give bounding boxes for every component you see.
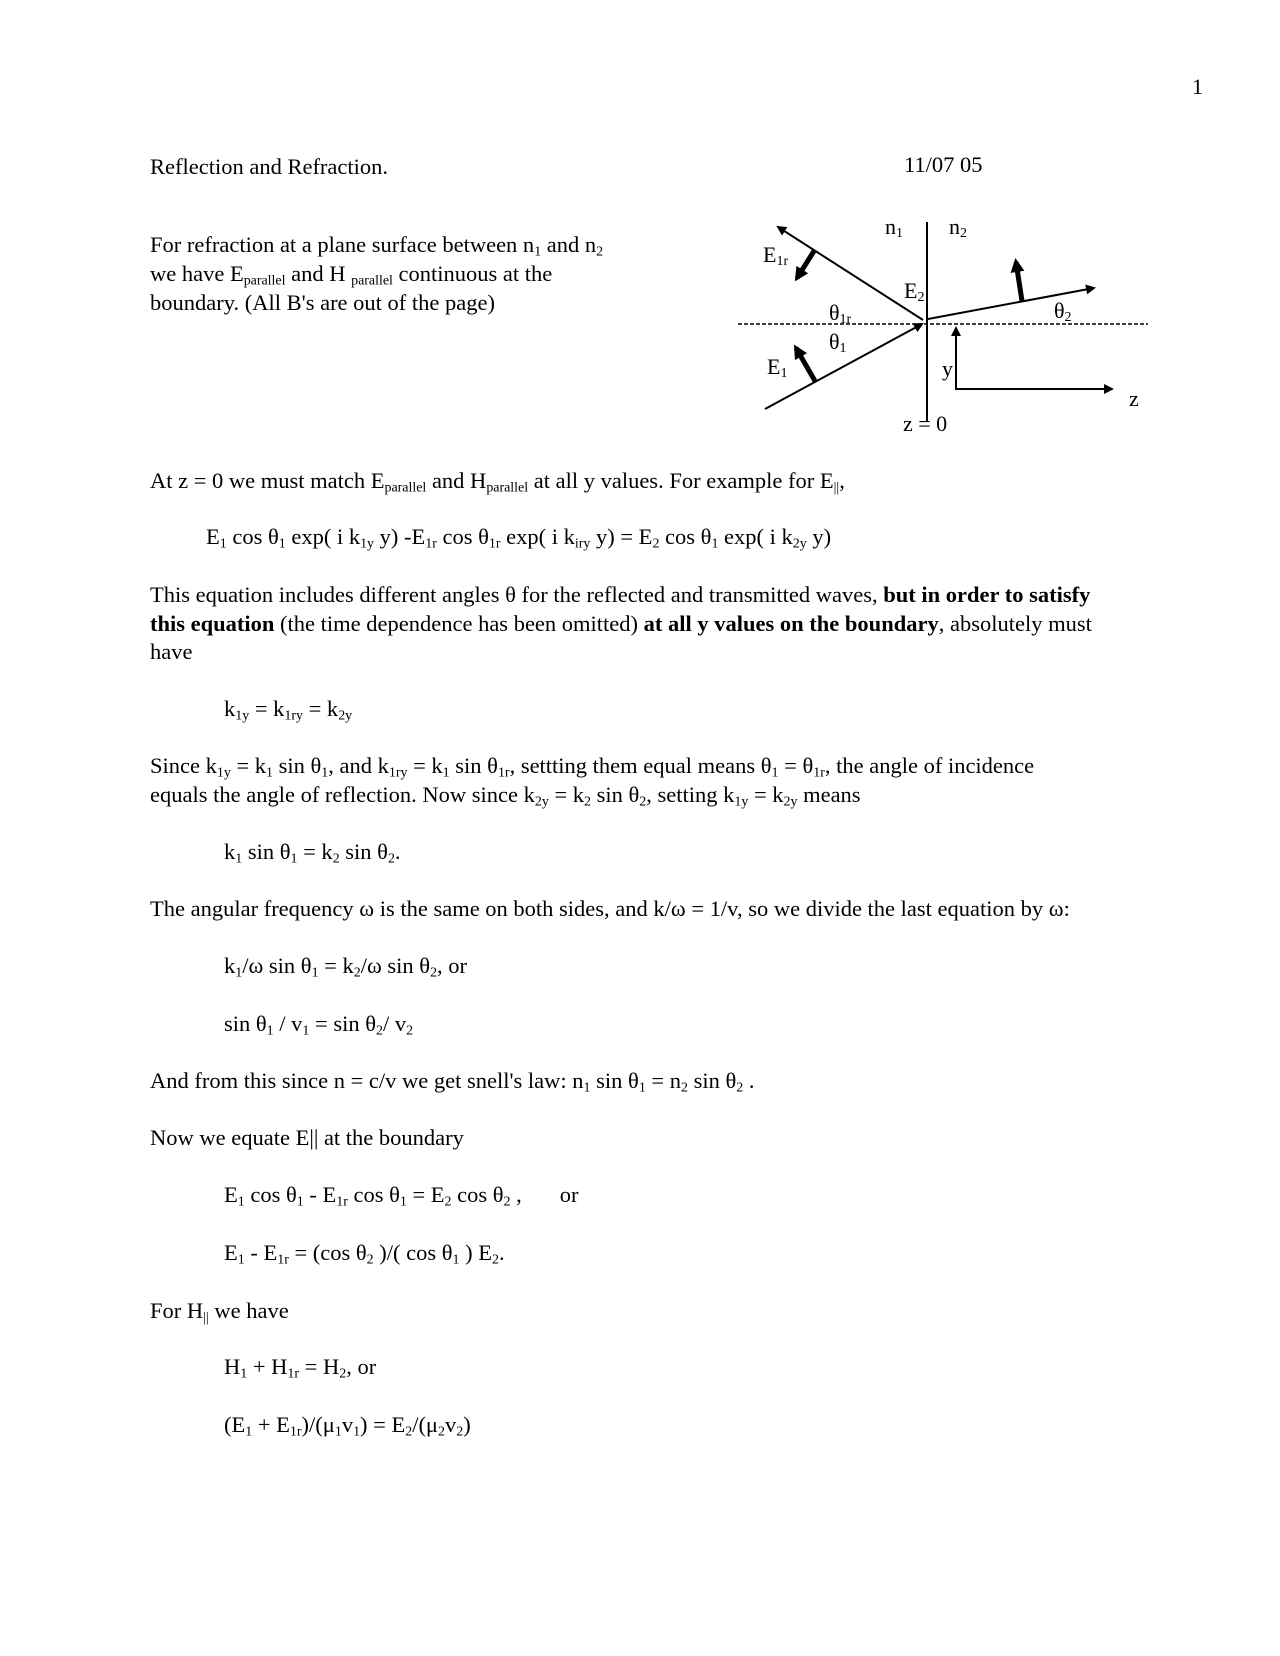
y-axis-label: y — [942, 356, 953, 381]
equation-e-parallel: $E_1$ $\cos \theta_1$ exp( i $k_{1y}$ y) $-E_{1r}$ $\cos \theta_{1r}$ exp( i $k_{iry}$ $y) = E_2$ $\cos \theta_1$ exp( i $k_{2y}$ y) — [206, 524, 832, 552]
angles-line-3: have — [150, 639, 193, 664]
page-number: 1 — [1192, 74, 1203, 99]
e1-label: E1 — [767, 354, 788, 381]
e1r-vector — [797, 251, 814, 278]
angular-frequency-statement: The angular frequency ω is the same on both sides, and k/ω = 1/v, so we divide the last equation by ω: — [150, 896, 1070, 921]
equation-k-equal: $k_{1y} = k_{1ry} = k_{2y}$ — [224, 696, 353, 724]
document-title: Reflection and Refraction. — [150, 154, 389, 179]
since-line-1: Since $k_{1y} = k_1$ $\sin \theta_1$, and $k_{1ry} = k_1$ $\sin \theta_{1r}$, settting them equal means $\theta_1 = \theta_{1r}$, the angle of incidence — [150, 753, 1035, 781]
boundary-label: z = 0 — [903, 411, 948, 436]
equation-h-mu: $(E_1 + E_{1r})/(\mu_1v_1) = E_2/(\mu_2v_2)$ — [224, 1412, 471, 1440]
equation-sin-v: $\sin \theta_1 / v_1 = \sin \theta_2/$ $v_2$ — [224, 1011, 414, 1039]
document-date: 11/07 05 — [904, 152, 983, 177]
equation-k-omega: $k_1/\omega$ $\sin \theta_1 = k_2/\omega$ $\sin \theta_2$, or — [224, 953, 468, 981]
n2-label: n2 — [949, 214, 967, 241]
intro-line-2: we have $E_{parallel}$ and H $_{parallel}$ continuous at the — [150, 261, 553, 289]
match-statement: At z = 0 we must match $E_{parallel}$ and $H_{parallel}$ at all y values. For example for $E_{||}$, — [150, 468, 845, 496]
n1-label: n1 — [885, 214, 903, 241]
for-h-statement: For $H_{||}$ we have — [150, 1298, 289, 1326]
intro-line-3: boundary. (All B's are out of the page) — [150, 290, 495, 315]
e2-vector — [1016, 262, 1022, 301]
incident-ray — [765, 324, 922, 409]
equation-k-sin: $k_1$ $\sin \theta_1 = k_2$ $\sin \theta_2$. — [224, 839, 401, 867]
refraction-diagram — [720, 200, 1180, 450]
intro-line-1: For refraction at a plane surface between $n_1$ and $n_2$ — [150, 232, 604, 260]
equation-e-cos: $E_1$ $\cos \theta_1 - E_{1r}$ $\cos \theta_1 = E_2$ $\cos \theta_2$ , or — [224, 1182, 579, 1210]
angles-line-2: this equation (the time dependence has been omitted) at all y values on the boundary, absolutely must — [150, 611, 1092, 636]
theta1-label: θ1 — [829, 329, 847, 356]
theta2-label: θ2 — [1054, 298, 1072, 325]
theta1r-label: θ1r — [829, 300, 852, 327]
since-line-2: equals the angle of reflection. Now since $k_{2y} = k_2$ $\sin \theta_2$, setting $k_{1y} = k_{2y}$ means — [150, 782, 861, 810]
z-axis-label: z — [1129, 386, 1139, 411]
angles-line-1: This equation includes different angles θ for the reflected and transmitted waves, but in order to satisfy — [150, 582, 1091, 607]
snells-law-statement: And from this since n = c/v we get snell's law: $n_1$ $\sin \theta_1 = n_2$ $\sin \theta_2$ . — [150, 1068, 755, 1096]
equation-e-diff: $E_1 - E_{1r} = (\cos$ $\theta_2$ )/( $\cos \theta_1$ ) $E_2$. — [224, 1240, 505, 1268]
e2-label: E2 — [904, 278, 925, 305]
equate-statement: Now we equate E|| at the boundary — [150, 1125, 464, 1150]
e1r-label: E1r — [763, 242, 789, 269]
equation-h-sum: $H_1 + H_{1r} = H_2$, or — [224, 1354, 377, 1382]
e1-vector — [796, 348, 815, 381]
